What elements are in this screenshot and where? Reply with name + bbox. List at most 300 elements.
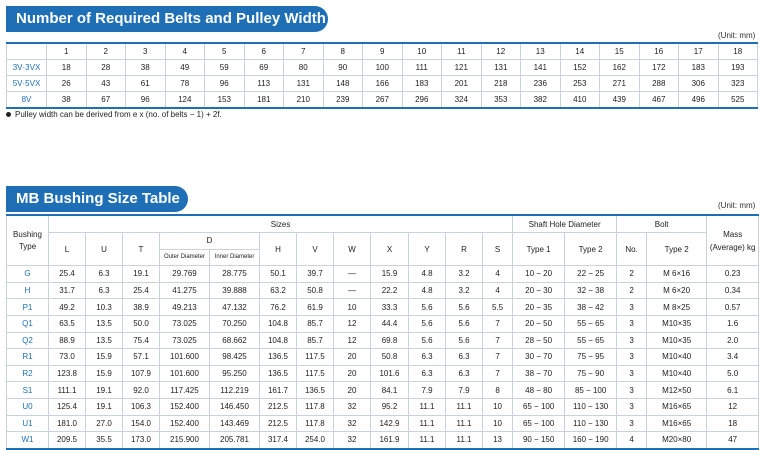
cell-u: 6.3 bbox=[86, 266, 123, 283]
pulley-width-cell: 323 bbox=[718, 76, 758, 92]
cell-do: 41.275 bbox=[160, 282, 210, 299]
cell-do: 73.025 bbox=[160, 332, 210, 349]
cell-t2: 55 − 65 bbox=[565, 315, 617, 332]
cell-h: 136.5 bbox=[260, 365, 297, 382]
cell-t1: 65 − 100 bbox=[513, 398, 565, 415]
cell-s: 8 bbox=[483, 382, 513, 399]
table-row bbox=[7, 415, 759, 432]
pulley-width-cell: 172 bbox=[639, 60, 679, 76]
cell-mass: 6.1 bbox=[707, 382, 759, 399]
pulley-width-cell: 210 bbox=[284, 92, 324, 109]
header-mass: Mass (Average) kg bbox=[707, 215, 759, 266]
cell-t: 107.9 bbox=[123, 365, 160, 382]
cell-h: 161.7 bbox=[260, 382, 297, 399]
bushing-type-cell: S1 bbox=[7, 382, 49, 399]
header-bolt: Bolt bbox=[617, 215, 707, 233]
cell-x: 15.9 bbox=[371, 266, 409, 283]
cell-s: 13 bbox=[483, 432, 513, 449]
cell-mass: 5.0 bbox=[707, 365, 759, 382]
belt-count-header: 2 bbox=[86, 43, 126, 60]
pulley-width-cell: 166 bbox=[363, 76, 403, 92]
cell-w: 32 bbox=[334, 432, 371, 449]
cell-t2: 32 − 38 bbox=[565, 282, 617, 299]
pulley-width-cell: 306 bbox=[679, 76, 719, 92]
cell-no: 3 bbox=[617, 299, 647, 316]
cell-s: 4 bbox=[483, 266, 513, 283]
cell-mass: 0.34 bbox=[707, 282, 759, 299]
header-inner-diameter: Inner Diameter bbox=[210, 249, 260, 266]
cell-r: 3.2 bbox=[446, 266, 483, 283]
cell-bolt: M 6×20 bbox=[647, 282, 707, 299]
cell-x: 142.9 bbox=[371, 415, 409, 432]
cell-r: 5.6 bbox=[446, 299, 483, 316]
cell-no: 2 bbox=[617, 282, 647, 299]
cell-v: 61.9 bbox=[297, 299, 334, 316]
pulley-width-cell: 148 bbox=[323, 76, 363, 92]
header-W: W bbox=[334, 233, 371, 266]
cell-u: 13.5 bbox=[86, 332, 123, 349]
cell-t1: 20 − 35 bbox=[513, 299, 565, 316]
cell-x: 22.2 bbox=[371, 282, 409, 299]
header-T: T bbox=[123, 233, 160, 266]
pulley-width-cell: 496 bbox=[679, 92, 719, 109]
cell-r: 11.1 bbox=[446, 398, 483, 415]
belt-type-label: 3V·3VX bbox=[7, 60, 47, 76]
pulley-width-cell: 141 bbox=[521, 60, 561, 76]
cell-w: — bbox=[334, 282, 371, 299]
pulley-note bbox=[6, 110, 222, 119]
cell-t1: 65 − 100 bbox=[513, 415, 565, 432]
cell-mass: 3.4 bbox=[707, 349, 759, 366]
belt-count-header: 13 bbox=[521, 43, 561, 60]
bushing-type-cell: R1 bbox=[7, 349, 49, 366]
cell-y: 5.6 bbox=[409, 315, 446, 332]
header-S: S bbox=[483, 233, 513, 266]
bushing-type-cell: Q2 bbox=[7, 332, 49, 349]
pulley-width-cell: 131 bbox=[284, 76, 324, 92]
table-row bbox=[7, 382, 759, 399]
belt-count-header: 12 bbox=[481, 43, 521, 60]
cell-bolt: M 6×16 bbox=[647, 266, 707, 283]
bushing-type-cell: U1 bbox=[7, 415, 49, 432]
cell-t: 92.0 bbox=[123, 382, 160, 399]
pulley-width-cell: 271 bbox=[600, 76, 640, 92]
cell-mass: 2.0 bbox=[707, 332, 759, 349]
bushing-type-cell: R2 bbox=[7, 365, 49, 382]
cell-h: 76.2 bbox=[260, 299, 297, 316]
cell-t: 173.0 bbox=[123, 432, 160, 449]
cell-w: 32 bbox=[334, 415, 371, 432]
cell-do: 101.600 bbox=[160, 349, 210, 366]
cell-y: 11.1 bbox=[409, 415, 446, 432]
cell-di: 47.132 bbox=[210, 299, 260, 316]
belt-count-header: 11 bbox=[442, 43, 482, 60]
cell-di: 95.250 bbox=[210, 365, 260, 382]
cell-bolt: M10×40 bbox=[647, 365, 707, 382]
cell-l: 111.1 bbox=[49, 382, 86, 399]
pulley-width-cell: 218 bbox=[481, 76, 521, 92]
cell-w: 20 bbox=[334, 365, 371, 382]
table-row bbox=[7, 282, 759, 299]
pulley-width-cell: 28 bbox=[86, 60, 126, 76]
header-row bbox=[7, 43, 758, 60]
cell-do: 101.600 bbox=[160, 365, 210, 382]
pulley-width-cell: 353 bbox=[481, 92, 521, 109]
unit-label: (Unit: mm) bbox=[718, 201, 756, 210]
cell-t: 25.4 bbox=[123, 282, 160, 299]
pulley-width-cell: 267 bbox=[363, 92, 403, 109]
pulley-width-cell: 69 bbox=[244, 60, 284, 76]
header-bushing-type: Bushing Type bbox=[7, 215, 49, 266]
cell-di: 143.469 bbox=[210, 415, 260, 432]
pulley-width-cell: 49 bbox=[165, 60, 205, 76]
header-V: V bbox=[297, 233, 334, 266]
cell-y: 4.8 bbox=[409, 266, 446, 283]
belt-type-label: 5V·5VX bbox=[7, 76, 47, 92]
cell-t2: 75 − 90 bbox=[565, 365, 617, 382]
cell-v: 85.7 bbox=[297, 315, 334, 332]
header-R: R bbox=[446, 233, 483, 266]
pulley-width-cell: 236 bbox=[521, 76, 561, 92]
cell-t1: 28 − 50 bbox=[513, 332, 565, 349]
cell-y: 11.1 bbox=[409, 432, 446, 449]
pulley-width-cell: 410 bbox=[560, 92, 600, 109]
cell-s: 4 bbox=[483, 282, 513, 299]
cell-mass: 1.6 bbox=[707, 315, 759, 332]
header-Y: Y bbox=[409, 233, 446, 266]
note-text: Pulley width can be derived from e x (no. of belts − 1) + 2f. bbox=[15, 110, 222, 119]
cell-l: 123.8 bbox=[49, 365, 86, 382]
pulley-width-cell: 111 bbox=[402, 60, 442, 76]
header-bolt-no: No. bbox=[617, 233, 647, 266]
cell-w: 20 bbox=[334, 349, 371, 366]
pulley-width-cell: 131 bbox=[481, 60, 521, 76]
cell-y: 6.3 bbox=[409, 349, 446, 366]
cell-v: 254.0 bbox=[297, 432, 334, 449]
pulley-width-cell: 96 bbox=[205, 76, 245, 92]
cell-x: 95.2 bbox=[371, 398, 409, 415]
cell-x: 33.3 bbox=[371, 299, 409, 316]
cell-v: 136.5 bbox=[297, 382, 334, 399]
table-row bbox=[7, 92, 758, 109]
cell-di: 39.888 bbox=[210, 282, 260, 299]
cell-di: 68.662 bbox=[210, 332, 260, 349]
table-row bbox=[7, 315, 759, 332]
cell-s: 10 bbox=[483, 398, 513, 415]
pulley-width-cell: 121 bbox=[442, 60, 482, 76]
cell-bolt: M10×35 bbox=[647, 332, 707, 349]
table-row bbox=[7, 299, 759, 316]
cell-u: 10.3 bbox=[86, 299, 123, 316]
cell-h: 63.2 bbox=[260, 282, 297, 299]
pulley-width-cell: 43 bbox=[86, 76, 126, 92]
section-title-text: Number of Required Belts and Pulley Width bbox=[16, 10, 326, 27]
cell-mass: 18 bbox=[707, 415, 759, 432]
cell-l: 88.9 bbox=[49, 332, 86, 349]
bushing-type-cell: U0 bbox=[7, 398, 49, 415]
belt-count-header: 17 bbox=[679, 43, 719, 60]
pulley-width-cell: 96 bbox=[126, 92, 166, 109]
cell-t1: 48 − 80 bbox=[513, 382, 565, 399]
cell-t1: 10 − 20 bbox=[513, 266, 565, 283]
pulley-width-cell: 253 bbox=[560, 76, 600, 92]
cell-no: 3 bbox=[617, 332, 647, 349]
cell-do: 73.025 bbox=[160, 315, 210, 332]
cell-no: 3 bbox=[617, 315, 647, 332]
cell-v: 117.8 bbox=[297, 398, 334, 415]
pulley-width-cell: 78 bbox=[165, 76, 205, 92]
belt-count-header: 15 bbox=[600, 43, 640, 60]
cell-t1: 20 − 30 bbox=[513, 282, 565, 299]
pulley-width-cell: 100 bbox=[363, 60, 403, 76]
cell-x: 69.8 bbox=[371, 332, 409, 349]
pulley-width-cell: 113 bbox=[244, 76, 284, 92]
pulley-width-cell: 18 bbox=[47, 60, 87, 76]
table-row bbox=[7, 398, 759, 415]
cell-u: 15.9 bbox=[86, 349, 123, 366]
cell-v: 117.5 bbox=[297, 349, 334, 366]
cell-di: 98.425 bbox=[210, 349, 260, 366]
cell-no: 3 bbox=[617, 349, 647, 366]
cell-bolt: M 8×25 bbox=[647, 299, 707, 316]
cell-mass: 12 bbox=[707, 398, 759, 415]
cell-di: 28.775 bbox=[210, 266, 260, 283]
cell-u: 13.5 bbox=[86, 315, 123, 332]
belt-count-header: 4 bbox=[165, 43, 205, 60]
cell-t: 50.0 bbox=[123, 315, 160, 332]
cell-r: 6.3 bbox=[446, 349, 483, 366]
cell-l: 63.5 bbox=[49, 315, 86, 332]
cell-t2: 75 − 95 bbox=[565, 349, 617, 366]
cell-do: 152.400 bbox=[160, 415, 210, 432]
section-title-text: MB Bushing Size Table bbox=[16, 190, 180, 207]
pulley-width-cell: 288 bbox=[639, 76, 679, 92]
cell-l: 31.7 bbox=[49, 282, 86, 299]
belt-type-label: 8V bbox=[7, 92, 47, 109]
cell-di: 146.450 bbox=[210, 398, 260, 415]
cell-l: 181.0 bbox=[49, 415, 86, 432]
bushing-type-cell: W1 bbox=[7, 432, 49, 449]
belt-count-header: 16 bbox=[639, 43, 679, 60]
bushing-type-cell: Q1 bbox=[7, 315, 49, 332]
pulley-width-cell: 59 bbox=[205, 60, 245, 76]
cell-t: 19.1 bbox=[123, 266, 160, 283]
cell-v: 85.7 bbox=[297, 332, 334, 349]
cell-bolt: M20×80 bbox=[647, 432, 707, 449]
pulley-width-cell: 382 bbox=[521, 92, 561, 109]
cell-y: 7.9 bbox=[409, 382, 446, 399]
cell-t1: 38 − 70 bbox=[513, 365, 565, 382]
cell-di: 112.219 bbox=[210, 382, 260, 399]
cell-bolt: M10×35 bbox=[647, 315, 707, 332]
cell-no: 3 bbox=[617, 382, 647, 399]
header-H: H bbox=[260, 233, 297, 266]
cell-t2: 85 − 100 bbox=[565, 382, 617, 399]
belt-count-header: 10 bbox=[402, 43, 442, 60]
cell-t1: 90 − 150 bbox=[513, 432, 565, 449]
cell-r: 11.1 bbox=[446, 432, 483, 449]
cell-r: 6.3 bbox=[446, 365, 483, 382]
cell-t2: 55 − 65 bbox=[565, 332, 617, 349]
table-row bbox=[7, 349, 759, 366]
cell-r: 3.2 bbox=[446, 282, 483, 299]
cell-h: 104.8 bbox=[260, 315, 297, 332]
cell-t2: 22 − 25 bbox=[565, 266, 617, 283]
table-row bbox=[7, 60, 758, 76]
header-bolt-type2: Type 2 bbox=[647, 233, 707, 266]
cell-bolt: M16×65 bbox=[647, 398, 707, 415]
belt-count-header: 6 bbox=[244, 43, 284, 60]
cell-no: 3 bbox=[617, 415, 647, 432]
cell-t: 38.9 bbox=[123, 299, 160, 316]
section-title-bushing bbox=[6, 186, 188, 212]
cell-s: 7 bbox=[483, 365, 513, 382]
cell-mass: 0.57 bbox=[707, 299, 759, 316]
cell-do: 152.400 bbox=[160, 398, 210, 415]
cell-l: 125.4 bbox=[49, 398, 86, 415]
cell-s: 7 bbox=[483, 349, 513, 366]
cell-h: 50.1 bbox=[260, 266, 297, 283]
cell-t1: 30 − 70 bbox=[513, 349, 565, 366]
cell-x: 44.4 bbox=[371, 315, 409, 332]
cell-w: 10 bbox=[334, 299, 371, 316]
cell-r: 5.6 bbox=[446, 315, 483, 332]
cell-u: 19.1 bbox=[86, 398, 123, 415]
header-D: D bbox=[160, 233, 260, 250]
cell-do: 117.425 bbox=[160, 382, 210, 399]
pulley-width-cell: 38 bbox=[126, 60, 166, 76]
cell-mass: 0.23 bbox=[707, 266, 759, 283]
cell-mass: 47 bbox=[707, 432, 759, 449]
belt-count-header: 3 bbox=[126, 43, 166, 60]
cell-r: 11.1 bbox=[446, 415, 483, 432]
cell-w: — bbox=[334, 266, 371, 283]
pulley-width-cell: 162 bbox=[600, 60, 640, 76]
cell-s: 10 bbox=[483, 415, 513, 432]
cell-s: 5.5 bbox=[483, 299, 513, 316]
header-shaft-hole: Shaft Hole Diameter bbox=[513, 215, 617, 233]
cell-u: 6.3 bbox=[86, 282, 123, 299]
cell-do: 215.900 bbox=[160, 432, 210, 449]
cell-h: 212.5 bbox=[260, 398, 297, 415]
cell-x: 50.8 bbox=[371, 349, 409, 366]
cell-l: 73.0 bbox=[49, 349, 86, 366]
cell-w: 20 bbox=[334, 382, 371, 399]
pulley-width-cell: 61 bbox=[126, 76, 166, 92]
belt-count-header: 1 bbox=[47, 43, 87, 60]
pulley-width-cell: 181 bbox=[244, 92, 284, 109]
cell-y: 11.1 bbox=[409, 398, 446, 415]
bullet-icon bbox=[6, 112, 11, 117]
header-corner bbox=[7, 43, 47, 60]
cell-w: 12 bbox=[334, 332, 371, 349]
cell-t1: 20 − 50 bbox=[513, 315, 565, 332]
unit-label: (Unit: mm) bbox=[718, 31, 756, 40]
cell-bolt: M12×50 bbox=[647, 382, 707, 399]
cell-s: 7 bbox=[483, 315, 513, 332]
pulley-width-cell: 296 bbox=[402, 92, 442, 109]
cell-x: 84.1 bbox=[371, 382, 409, 399]
cell-y: 5.6 bbox=[409, 299, 446, 316]
table-row bbox=[7, 76, 758, 92]
cell-y: 4.8 bbox=[409, 282, 446, 299]
header-type2: Type 2 bbox=[565, 233, 617, 266]
cell-no: 3 bbox=[617, 398, 647, 415]
cell-s: 7 bbox=[483, 332, 513, 349]
cell-v: 117.8 bbox=[297, 415, 334, 432]
pulley-width-cell: 324 bbox=[442, 92, 482, 109]
header-X: X bbox=[371, 233, 409, 266]
cell-t: 57.1 bbox=[123, 349, 160, 366]
bushing-type-cell: P1 bbox=[7, 299, 49, 316]
pulley-width-cell: 239 bbox=[323, 92, 363, 109]
belt-count-header: 14 bbox=[560, 43, 600, 60]
table-row bbox=[7, 332, 759, 349]
header-type1: Type 1 bbox=[513, 233, 565, 266]
pulley-width-cell: 201 bbox=[442, 76, 482, 92]
pulley-width-cell: 439 bbox=[600, 92, 640, 109]
header-outer-diameter: Outer Diameter bbox=[160, 249, 210, 266]
cell-u: 27.0 bbox=[86, 415, 123, 432]
pulley-width-cell: 124 bbox=[165, 92, 205, 109]
cell-t2: 38 − 42 bbox=[565, 299, 617, 316]
cell-y: 5.6 bbox=[409, 332, 446, 349]
cell-y: 6.3 bbox=[409, 365, 446, 382]
cell-di: 205.781 bbox=[210, 432, 260, 449]
cell-w: 32 bbox=[334, 398, 371, 415]
header-sizes: Sizes bbox=[49, 215, 513, 233]
pulley-width-cell: 153 bbox=[205, 92, 245, 109]
pulley-width-cell: 80 bbox=[284, 60, 324, 76]
header-L: L bbox=[49, 233, 86, 266]
cell-no: 4 bbox=[617, 432, 647, 449]
cell-t: 75.4 bbox=[123, 332, 160, 349]
cell-t: 106.3 bbox=[123, 398, 160, 415]
pulley-width-cell: 90 bbox=[323, 60, 363, 76]
belt-count-header: 5 bbox=[205, 43, 245, 60]
header-U: U bbox=[86, 233, 123, 266]
cell-x: 161.9 bbox=[371, 432, 409, 449]
pulley-width-cell: 467 bbox=[639, 92, 679, 109]
cell-u: 35.5 bbox=[86, 432, 123, 449]
cell-v: 117.5 bbox=[297, 365, 334, 382]
table-row bbox=[7, 266, 759, 283]
cell-t2: 160 − 190 bbox=[565, 432, 617, 449]
cell-h: 317.4 bbox=[260, 432, 297, 449]
cell-h: 136.5 bbox=[260, 349, 297, 366]
cell-no: 2 bbox=[617, 266, 647, 283]
bushing-type-cell: H bbox=[7, 282, 49, 299]
cell-l: 49.2 bbox=[49, 299, 86, 316]
belt-count-header: 18 bbox=[718, 43, 758, 60]
cell-do: 29.769 bbox=[160, 266, 210, 283]
belts-table bbox=[6, 42, 758, 109]
cell-h: 104.8 bbox=[260, 332, 297, 349]
cell-t2: 110 − 130 bbox=[565, 398, 617, 415]
cell-bolt: M10×40 bbox=[647, 349, 707, 366]
cell-w: 12 bbox=[334, 315, 371, 332]
pulley-width-cell: 26 bbox=[47, 76, 87, 92]
cell-l: 209.5 bbox=[49, 432, 86, 449]
cell-di: 70.250 bbox=[210, 315, 260, 332]
pulley-width-cell: 525 bbox=[718, 92, 758, 109]
table-row bbox=[7, 432, 759, 449]
belt-count-header: 8 bbox=[323, 43, 363, 60]
bushing-type-cell: G bbox=[7, 266, 49, 283]
pulley-width-cell: 38 bbox=[47, 92, 87, 109]
pulley-width-cell: 67 bbox=[86, 92, 126, 109]
cell-u: 19.1 bbox=[86, 382, 123, 399]
